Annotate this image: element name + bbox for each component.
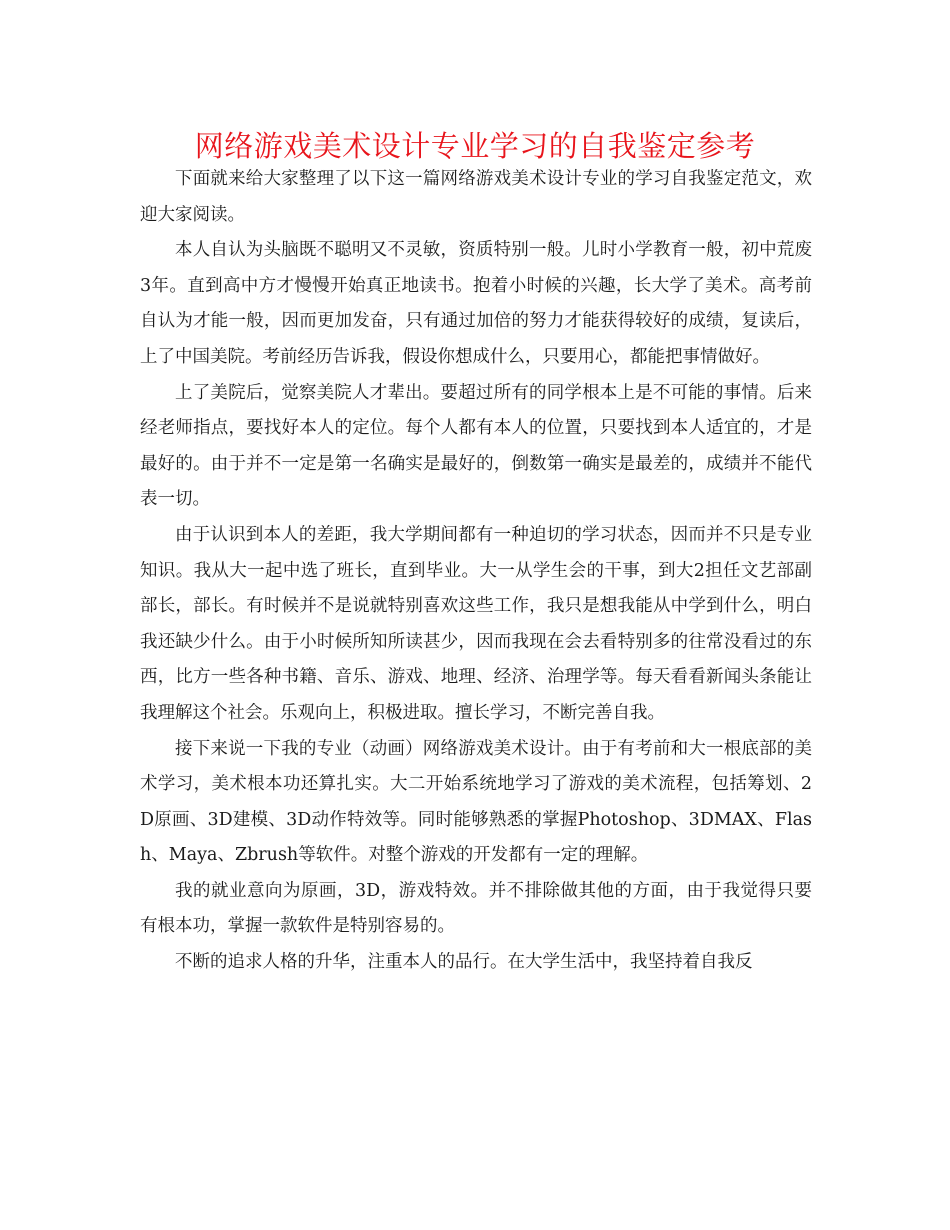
paragraph-career: 我的就业意向为原画，3D，游戏特效。并不排除做其他的方面，由于我觉得只要有根本功，掌握一款软件是特别容易的。 [140, 880, 812, 937]
paragraph-major: 接下来说一下我的专业（动画）网络游戏美术设计。由于有考前和大一根底部的美术学习，美术根本功还算扎实。大二开始系统地学习了游戏的美术流程，包括筹划、2D原画、3D建模、3D动作特效等。同时能够熟悉的掌握Photoshop、3DMAX、Flash、Maya、Zbrush等软件。对整个游戏的开发都有一定的理解。 [140, 738, 812, 866]
document-body [140, 162, 812, 981]
paragraph-character: 不断的追求人格的升华，注重本人的品行。在大学生活中，我坚持着自我反 [175, 952, 753, 973]
paragraph-intro: 下面就来给大家整理了以下这一篇网络游戏美术设计专业的学习自我鉴定范文，欢迎大家阅读。 [140, 169, 812, 225]
paragraph-academy: 上了美院后，觉察美院人才辈出。要超过所有的同学根本上是不可能的事情。后来经老师指点，要找好本人的定位。每个人都有本人的位置，只要找到本人适宜的，才是最好的。由于并不一定是第一名确实是最好的，倒数第一确实是最差的，成绩并不能代表一切。 [140, 382, 812, 510]
paragraph-student-life: 由于认识到本人的差距，我大学期间都有一种迫切的学习状态，因而并不只是专业知识。我从大一起中选了班长，直到毕业。大一从学生会的干事，到大2担任文艺部副部长，部长。有时候并不是说就特别喜欢这些工作，我只是想我能从中学到什么，明白我还缺少什么。由于小时候所知所读甚少，因而我现在会去看特别多的往常没看过的东西，比方一些各种书籍、音乐、游戏、地理、经济、治理学等。每天看看新闻头条能让我理解这个社会。乐观向上，积极进取。擅长学习，不断完善自我。 [140, 524, 812, 723]
paragraph-background: 本人自认为头脑既不聪明又不灵敏，资质特别一般。儿时小学教育一般，初中荒废3年。直到高中方才慢慢开始真正地读书。抱着小时候的兴趣，长大学了美术。高考前自认为才能一般，因而更加发奋，只有通过加倍的努力才能获得较好的成绩，复读后，上了中国美院。考前经历告诉我，假设你想成什么，只要用心，都能把事情做好。 [140, 240, 812, 367]
document-title: 网络游戏美术设计专业学习的自我鉴定参考 [194, 129, 756, 163]
